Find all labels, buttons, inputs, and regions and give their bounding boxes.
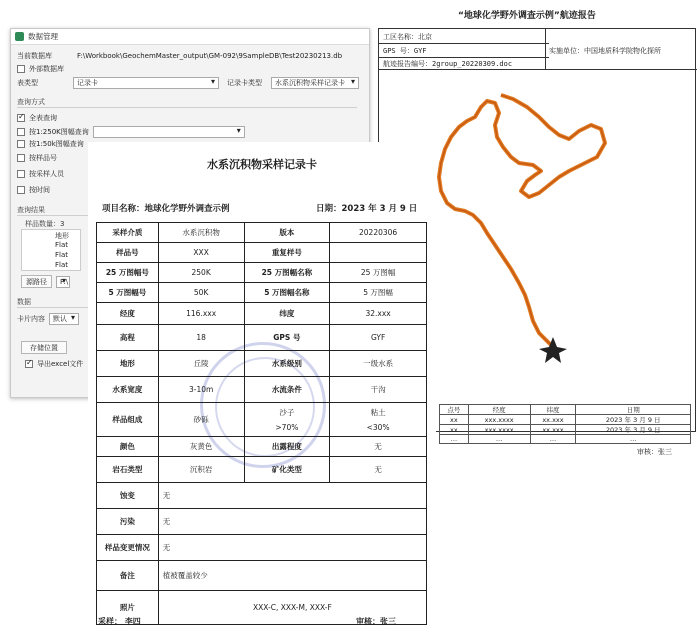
alteration-value: 无 <box>158 483 426 509</box>
gps-track-line <box>439 95 605 347</box>
sampling-record-card <box>88 142 436 635</box>
query-option-label: 按时间 <box>29 186 50 194</box>
track-reviewer: 审核：张三 <box>637 448 672 456</box>
longitude-value: 116.xxx <box>158 303 244 325</box>
track-points-table <box>439 404 691 444</box>
composition-sand-label: 沙子 <box>279 408 295 417</box>
save-location-button[interactable]: 存储位置 <box>21 341 67 354</box>
gps-track-map <box>429 77 629 367</box>
alteration-label: 蚀变 <box>97 483 159 509</box>
source-path-button[interactable]: 源路径 <box>21 275 52 288</box>
card-date: 日期：2023 年 3 月 9 日 <box>316 204 418 214</box>
sampler: 采样： 李四 <box>98 617 141 626</box>
map250-name-value: 25 万图幅 <box>330 263 427 283</box>
terrain-value: 丘陵 <box>158 351 244 377</box>
query-option-label: 按1:50k图幅查询 <box>29 140 84 148</box>
map50-name-value: 5 万图幅 <box>330 283 427 303</box>
sample-count: 样品数量：3 <box>25 220 65 228</box>
composition-clay-pct: <30% <box>366 423 390 432</box>
save-location-row <box>21 341 67 354</box>
divider <box>17 107 357 108</box>
map250-name-label: 25 万图幅名称 <box>244 263 330 283</box>
flow-label: 水流条件 <box>244 377 330 403</box>
version-label: 版本 <box>244 223 330 243</box>
composition-sand-pct: >70% <box>275 423 299 432</box>
version-value: 20220306 <box>330 223 427 243</box>
note-value: 植被覆盖较少 <box>158 561 426 591</box>
divider <box>379 57 549 58</box>
composition-gravel: 砂砾 <box>158 403 244 437</box>
composition-sand <box>244 403 330 437</box>
table-cell: … <box>576 435 691 444</box>
query-option[interactable] <box>17 153 57 163</box>
query-section-title: 查询方式 <box>17 98 45 106</box>
track-end-marker <box>539 337 567 363</box>
table-cell: xxx.xxxx <box>468 425 530 435</box>
record-type-value: 水系沉积物采样记录卡 <box>275 79 345 87</box>
table-row <box>440 435 691 444</box>
photo-label: 照片 <box>97 591 159 625</box>
photo-value: XXX-C, XXX-M, XXX-F <box>158 591 426 625</box>
table-cell: xx <box>440 415 469 425</box>
map50-name-label: 5 万图幅名称 <box>244 283 330 303</box>
external-db-checkbox[interactable] <box>17 65 25 73</box>
map250-label: 25 万图幅号 <box>97 263 159 283</box>
gps-number: GPS 号：GYF <box>383 47 427 55</box>
rock-type-value: 沉积岩 <box>158 457 244 483</box>
current-db-row <box>17 51 342 61</box>
table-type-label: 表类型 <box>17 79 38 87</box>
export-excel-checkbox[interactable] <box>25 360 33 368</box>
query-option-label: 按1:250K图幅查询 <box>29 128 89 136</box>
longitude-label: 经度 <box>97 303 159 325</box>
width-value: 3-10m <box>158 377 244 403</box>
map250-checkbox[interactable] <box>17 128 25 136</box>
elevation-label: 高程 <box>97 325 159 351</box>
table-cell: … <box>468 435 530 444</box>
query-option[interactable] <box>17 126 245 138</box>
rock-type-label: 岩石类型 <box>97 457 159 483</box>
table-type-row <box>17 77 359 89</box>
table-header: 点号 <box>440 405 469 415</box>
data-section-title: 数据 <box>17 298 31 306</box>
full-table-checkbox[interactable] <box>17 114 25 122</box>
medium-value: 水系沉积物 <box>158 223 244 243</box>
results-grid[interactable] <box>21 229 81 271</box>
table-header: 纬度 <box>530 405 576 415</box>
track-report-title: “地球化学野外调查示例”航迹报告 <box>458 11 596 21</box>
outcrop-label: 出露程度 <box>244 437 330 457</box>
current-db-path: F:\Workbook\GeochemMaster_output\GM-092\9SampleDB\Test20230213.db <box>77 52 343 60</box>
map50-label: 5 万图幅号 <box>97 283 159 303</box>
external-db-label: 外部数据库 <box>29 65 64 73</box>
work-area: 工区名称：北京 <box>383 33 432 41</box>
time-checkbox[interactable] <box>17 186 25 194</box>
gps-track-line <box>439 95 605 347</box>
query-option[interactable] <box>17 169 64 179</box>
latitude-label: 纬度 <box>244 303 330 325</box>
table-header: 日期 <box>576 405 691 415</box>
table-type-select[interactable] <box>73 77 219 89</box>
table-cell: 2023 年 3 月 9 日 <box>576 425 691 435</box>
mineral-type-value: 无 <box>330 457 427 483</box>
results-section-title: 查询结果 <box>17 206 45 214</box>
elevation-value: 18 <box>158 325 244 351</box>
gps-label: GPS 号 <box>244 325 330 351</box>
query-option[interactable] <box>17 185 50 195</box>
report-number: 航迹报告编号：2group_20220309.doc <box>383 60 513 68</box>
note-label: 备注 <box>97 561 159 591</box>
card-content-row <box>17 313 79 325</box>
medium-label: 采样介质 <box>97 223 159 243</box>
flow-value: 干沟 <box>330 377 427 403</box>
composition-clay <box>330 403 427 437</box>
source-path-value: F:\ <box>60 277 69 286</box>
outcrop-value: 无 <box>330 437 427 457</box>
query-option[interactable] <box>17 139 84 149</box>
map250-select[interactable] <box>93 126 245 138</box>
table-header: 经度 <box>468 405 530 415</box>
grid-cell: Flat <box>55 251 69 259</box>
latitude-value: 32.xxx <box>330 303 427 325</box>
map250-value: 250K <box>158 263 244 283</box>
gps-value: GYF <box>330 325 427 351</box>
table-cell: xx.xxx <box>530 415 576 425</box>
water-level-label: 水系级别 <box>244 351 330 377</box>
query-option-label: 按采样人员 <box>29 170 64 178</box>
export-excel-label: 导出excel文件 <box>37 360 84 368</box>
card-content-value: 默认 <box>53 315 67 323</box>
query-option-label: 全表查询 <box>29 114 57 122</box>
window-title: 数据管理 <box>28 32 58 41</box>
query-option[interactable] <box>17 113 57 123</box>
width-label: 水系宽度 <box>97 377 159 403</box>
terrain-label: 地形 <box>97 351 159 377</box>
app-icon <box>15 32 24 41</box>
card-content-label: 卡片内容 <box>17 315 45 323</box>
table-cell: xxx.xxxx <box>468 415 530 425</box>
divider <box>545 29 546 69</box>
water-level-value: 一级水系 <box>330 351 427 377</box>
dup-sample-value <box>330 243 427 263</box>
record-type-label: 记录卡类型 <box>227 79 262 87</box>
grid-cell: Flat <box>55 241 69 249</box>
table-cell: … <box>440 435 469 444</box>
pollution-value: 无 <box>158 509 426 535</box>
mineral-type-label: 矿化类型 <box>244 457 330 483</box>
table-cell: xx <box>440 425 469 435</box>
divider <box>379 43 549 44</box>
map50-value: 50K <box>158 283 244 303</box>
window-titlebar <box>11 29 369 45</box>
project-name: 项目名称：地球化学野外调查示例 <box>102 204 230 214</box>
sample-change-value: 无 <box>158 535 426 561</box>
sampler-checkbox[interactable] <box>17 170 25 178</box>
table-cell: … <box>530 435 576 444</box>
card-title: 水系沉积物采样记录卡 <box>207 158 317 171</box>
external-db-row[interactable] <box>17 64 64 74</box>
current-db-label: 当前数据库 <box>17 52 52 60</box>
grid-cell: Flat <box>55 261 69 269</box>
dup-sample-label: 重复样号 <box>244 243 330 263</box>
table-row <box>440 415 691 425</box>
record-table <box>96 222 427 625</box>
color-value: 灰黄色 <box>158 437 244 457</box>
pollution-label: 污染 <box>97 509 159 535</box>
sample-no-checkbox[interactable] <box>17 154 25 162</box>
divider <box>379 69 697 70</box>
color-label: 颜色 <box>97 437 159 457</box>
card-reviewer: 审核：张三 <box>356 617 396 626</box>
sample-no-label: 样品号 <box>97 243 159 263</box>
source-path-row <box>21 275 70 288</box>
card-content-select[interactable] <box>49 313 79 325</box>
sample-no-value: XXX <box>158 243 244 263</box>
sample-change-label: 样品变更情况 <box>97 535 159 561</box>
table-cell: 2023 年 3 月 9 日 <box>576 415 691 425</box>
export-excel-row[interactable] <box>25 359 83 369</box>
composition-clay-label: 粘土 <box>370 408 386 417</box>
map50-checkbox[interactable] <box>17 140 25 148</box>
table-cell: xx.xxx <box>530 425 576 435</box>
query-option-label: 按样品号 <box>29 154 57 162</box>
table-type-value: 记录卡 <box>77 79 98 87</box>
composition-label: 样品组成 <box>97 403 159 437</box>
record-type-select[interactable] <box>271 77 359 89</box>
source-path-field[interactable] <box>56 276 70 288</box>
grid-header: 地形 <box>55 232 69 240</box>
table-row <box>440 425 691 435</box>
organization: 实施单位：中国地质科学院物化探所 <box>549 47 661 55</box>
